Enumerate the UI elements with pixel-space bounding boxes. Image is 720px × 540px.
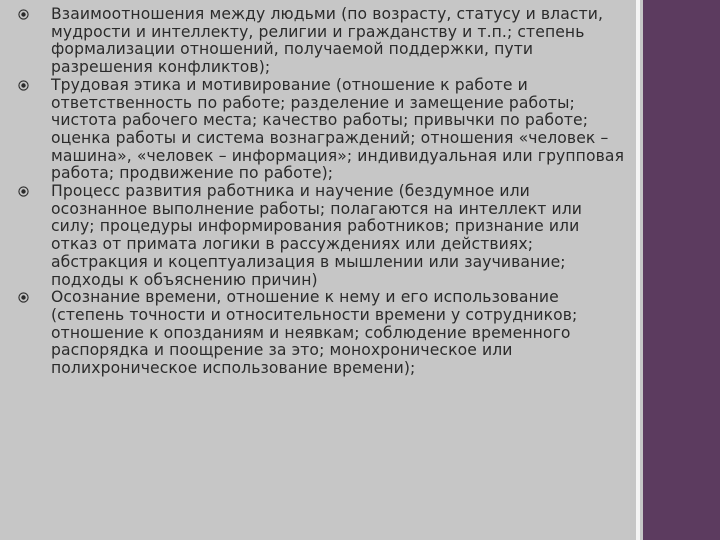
bullet-text: Процесс развития работника и научение (бездумное или осознанное выполнение работы; полагаются на интеллект или силу; процедуры информирования работников; признание или отказ от примата логики в рассуждениях или действиях; абстракция и коцептуализация в мышлении или заучивание; подходы к объяснению причин) bbox=[51, 182, 583, 289]
accent-divider-line bbox=[636, 0, 640, 540]
slide-content bbox=[18, 6, 630, 378]
circled-dot-icon bbox=[18, 186, 29, 197]
circled-dot-icon bbox=[18, 9, 29, 20]
bullet-item-relationships bbox=[18, 6, 630, 77]
bullet-item-time-awareness bbox=[18, 289, 630, 378]
bullet-item-work-ethic bbox=[18, 77, 630, 183]
accent-side-panel bbox=[643, 0, 720, 540]
bullet-text: Осознание времени, отношение к нему и его использование (степень точности и относительности времени у сотрудников; отношение к опозданиям и неявкам; соблюдение временного распорядка и поощрение за это; монохроническое или полихроническое использование времени); bbox=[51, 288, 578, 378]
bullet-text: Трудовая этика и мотивирование (отношение к работе и ответственность по работе; разделение и замещение работы; чистота рабочего места; качество работы; привычки по работе; оценка работы и система вознаграждений; отношения «человек – машина», «человек – информация»; индивидуальная или групповая работа; продвижение по работе); bbox=[51, 75, 625, 183]
circled-dot-icon bbox=[18, 292, 29, 303]
bullet-text: Взаимоотношения между людьми (по возрасту, статусу и власти, мудрости и интеллекту, религии и гражданству и т.п.; степень формализации отношений, получаемой поддержки, пути разрешения конфликтов); bbox=[51, 5, 604, 77]
circled-dot-icon bbox=[18, 80, 29, 91]
bullet-list bbox=[18, 6, 630, 378]
bullet-item-development bbox=[18, 183, 630, 289]
